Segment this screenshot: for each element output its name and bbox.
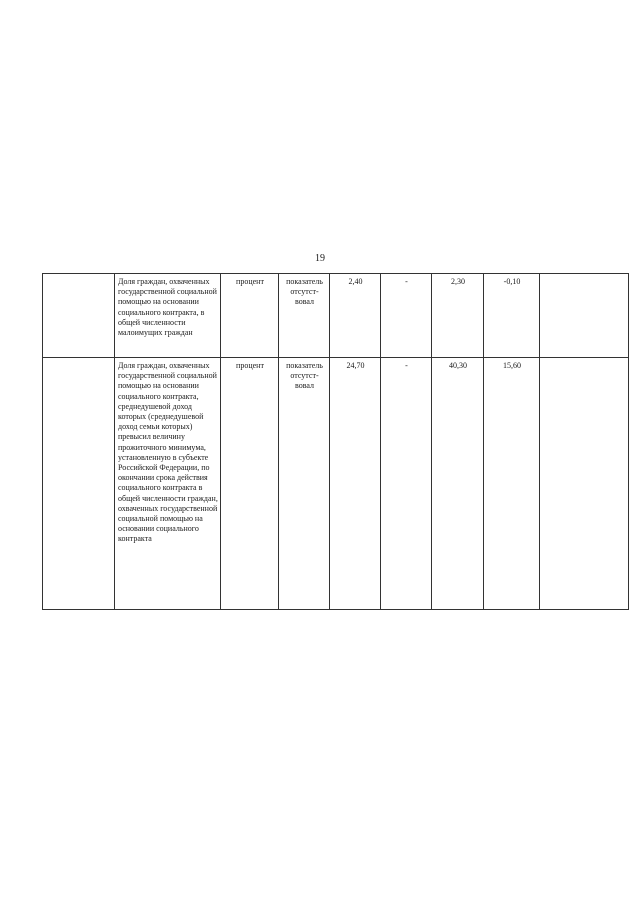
page-number: 19 [315, 253, 325, 264]
value-cell-2: - [381, 274, 432, 358]
table-row [43, 274, 629, 358]
value-cell-4: 15,60 [484, 358, 540, 610]
value-cell-5 [540, 274, 629, 358]
indicators-table [42, 273, 629, 610]
value-cell-1: 2,40 [330, 274, 381, 358]
unit-cell: процент [221, 358, 279, 610]
indicator-name-cell: Доля граждан, охваченных государственной социальной помощью на основании социального контракта, среднедушевой доход которых (среднедушевой доход семьи которых) превысил величину прожиточного минимума, установленную в субъекте Российской Федерации, по окончании срока действия социального контракта в общей численности граждан, охваченных государственной социальной помощью на основании социального контракта [115, 358, 221, 610]
value-cell-1: 24,70 [330, 358, 381, 610]
row-number-cell [43, 358, 115, 610]
value-cell-3: 40,30 [432, 358, 484, 610]
table-row [43, 358, 629, 610]
value-cell-2: - [381, 358, 432, 610]
base-value-cell: показатель отсутст-вовал [279, 274, 330, 358]
value-cell-3: 2,30 [432, 274, 484, 358]
base-value-cell: показатель отсутст-вовал [279, 358, 330, 610]
row-number-cell [43, 274, 115, 358]
value-cell-5 [540, 358, 629, 610]
value-cell-4: -0,10 [484, 274, 540, 358]
indicator-name-cell: Доля граждан, охваченных государственной социальной помощью на основании социального контракта, в общей численности малоимущих граждан [115, 274, 221, 358]
unit-cell: процент [221, 274, 279, 358]
